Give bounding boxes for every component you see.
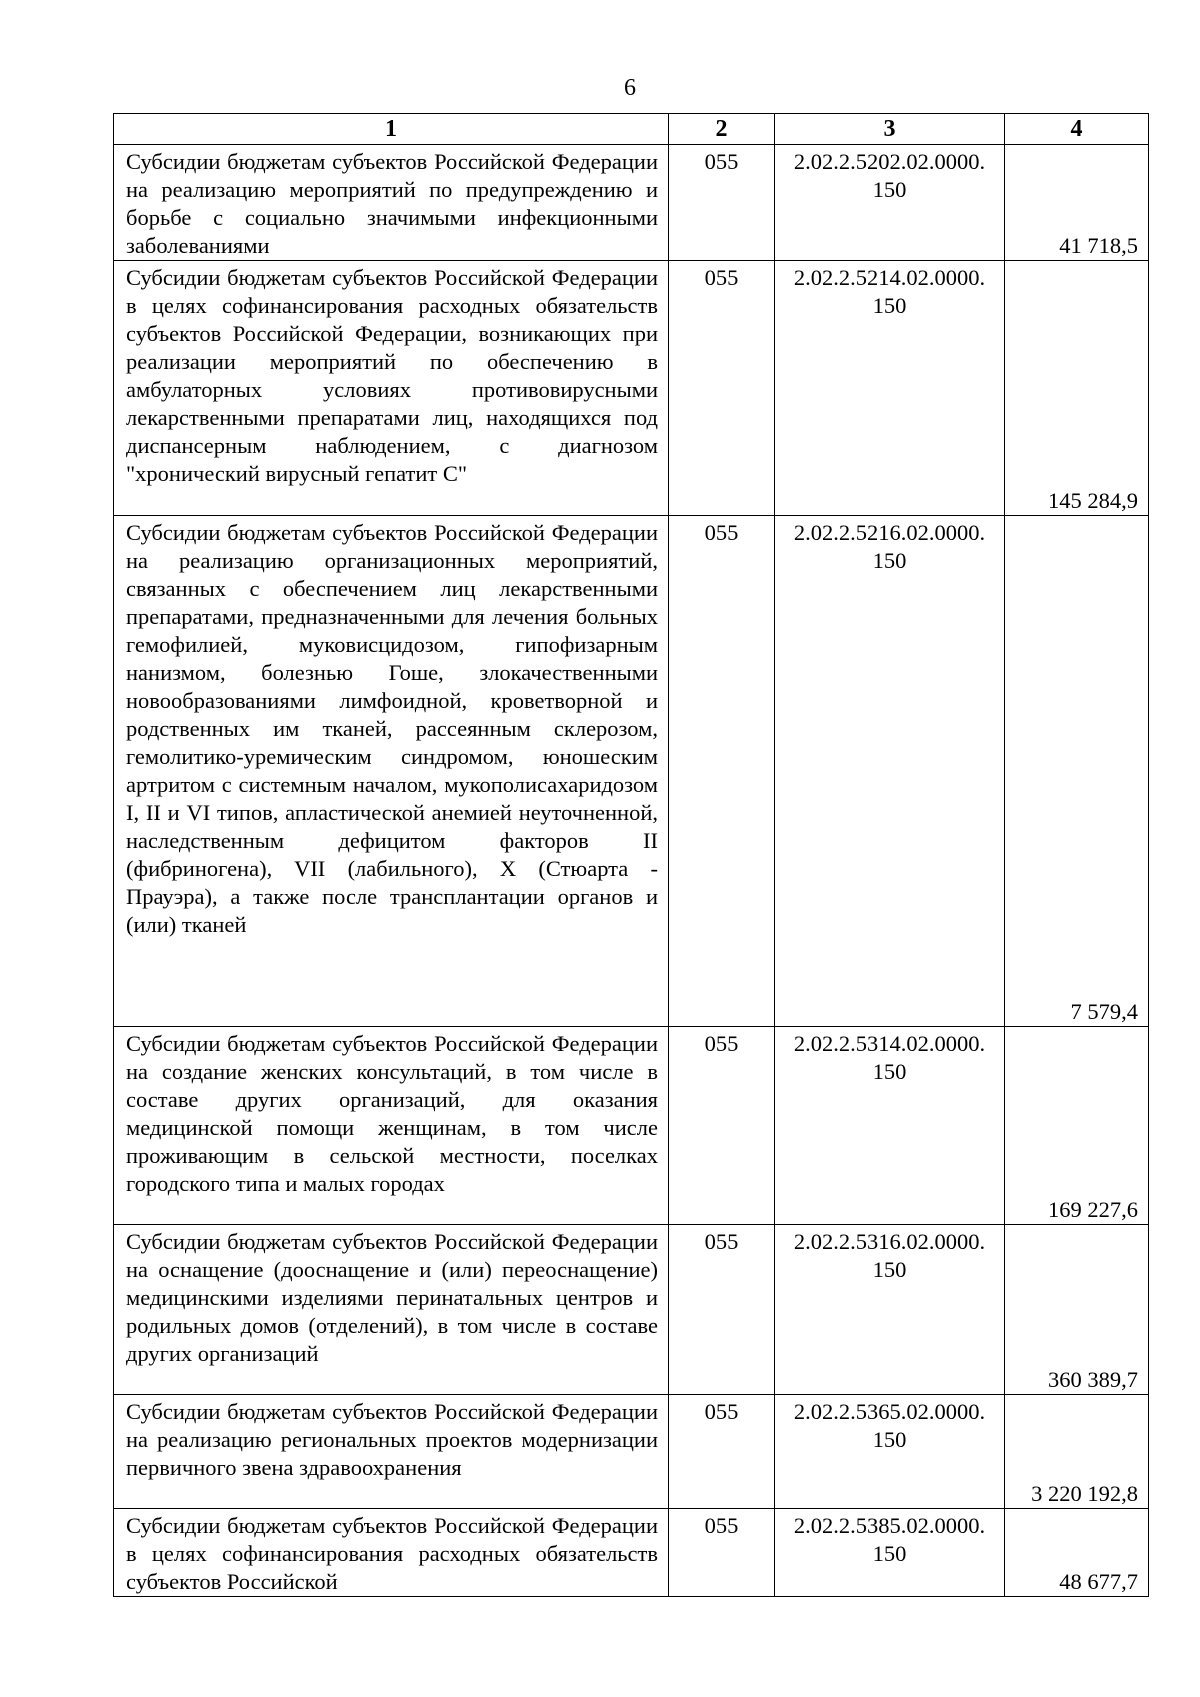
page-number: 6 <box>624 75 636 101</box>
column-header-3: 3 <box>775 114 1005 145</box>
amount: 169 227,6 <box>1005 1027 1149 1225</box>
admin-code: 055 <box>669 516 775 1027</box>
kbk-line-1: 2.02.2.5202.02.0000. <box>793 149 986 174</box>
column-header-2: 2 <box>669 114 775 145</box>
amount: 145 284,9 <box>1005 261 1149 516</box>
kbk-line-1: 2.02.2.5365.02.0000. <box>793 1399 986 1424</box>
amount: 48 677,7 <box>1005 1509 1149 1597</box>
admin-code: 055 <box>669 261 775 516</box>
budget-classification-code <box>775 261 1005 516</box>
kbk-line-2: 150 <box>872 1257 907 1282</box>
admin-code: 055 <box>669 1027 775 1225</box>
budget-classification-code <box>775 1027 1005 1225</box>
amount: 3 220 192,8 <box>1005 1395 1149 1509</box>
admin-code: 055 <box>669 1395 775 1509</box>
column-header-4: 4 <box>1005 114 1149 145</box>
subsidy-name: Субсидии бюджетам субъектов Российской Федерации на реализацию региональных проектов модернизации первичного звена здравоохранения <box>114 1395 669 1509</box>
table-row <box>114 516 1149 1027</box>
admin-code: 055 <box>669 145 775 261</box>
subsidy-name: Субсидии бюджетам субъектов Российской Федерации в целях софинансирования расходных обязательств субъектов Российской Федерации, возникающих при реализации мероприятий по обеспечению в амбулаторных условиях противовирусными лекарственными препаратами лиц, находящихся под диспансерным наблюдением, с диагнозом "хронический вирусный гепатит С" <box>114 261 669 516</box>
admin-code: 055 <box>669 1225 775 1395</box>
kbk-line-2: 150 <box>872 548 907 573</box>
subsidy-name: Субсидии бюджетам субъектов Российской Федерации на создание женских консультаций, в том числе в составе других организаций, для оказания медицинской помощи женщинам, в том числе проживающим в сельской местности, поселках городского типа и малых городах <box>114 1027 669 1225</box>
subsidy-name: Субсидии бюджетам субъектов Российской Федерации на реализацию организационных мероприятий, связанных с обеспечением лиц лекарственными препаратами, предназначенными для лечения больных гемофилией, муковисцидозом, гипофизарным нанизмом, болезнью Гоше, злокачественными новообразованиями лимфоидной, кроветворной и родственных им тканей, рассеянным склерозом, гемолитико-уремическим синдромом, юношеским артритом с системным началом, мукополисахаридозом I, II и VI типов, апластической анемией неуточненной, наследственным дефицитом факторов II (фибриногена), VII (лабильного), X (Стюарта - Прауэра), а также после трансплантации органов и (или) тканей <box>114 516 669 1027</box>
kbk-line-2: 150 <box>872 177 907 202</box>
kbk-line-2: 150 <box>872 1059 907 1084</box>
budget-classification-code <box>775 516 1005 1027</box>
kbk-line-1: 2.02.2.5214.02.0000. <box>793 265 986 290</box>
table-header-row <box>114 114 1149 145</box>
table-row <box>114 145 1149 261</box>
budget-classification-code <box>775 145 1005 261</box>
amount: 7 579,4 <box>1005 516 1149 1027</box>
budget-classification-code <box>775 1395 1005 1509</box>
subsidy-name: Субсидии бюджетам субъектов Российской Федерации на реализацию мероприятий по предупреждению и борьбе с социально значимыми инфекционными заболеваниями <box>114 145 669 261</box>
budget-classification-code <box>775 1509 1005 1597</box>
kbk-line-2: 150 <box>872 1427 907 1452</box>
kbk-line-2: 150 <box>872 293 907 318</box>
amount: 41 718,5 <box>1005 145 1149 261</box>
kbk-line-1: 2.02.2.5314.02.0000. <box>793 1031 986 1056</box>
table-row <box>114 1225 1149 1395</box>
table-row <box>114 261 1149 516</box>
table-row <box>114 1395 1149 1509</box>
kbk-line-1: 2.02.2.5316.02.0000. <box>793 1229 986 1254</box>
subsidy-name: Субсидии бюджетам субъектов Российской Федерации в целях софинансирования расходных обязательств субъектов Российской <box>114 1509 669 1597</box>
admin-code: 055 <box>669 1509 775 1597</box>
column-header-1: 1 <box>114 114 669 145</box>
kbk-line-1: 2.02.2.5385.02.0000. <box>793 1513 986 1538</box>
table-row <box>114 1027 1149 1225</box>
budget-table <box>113 113 1149 1597</box>
budget-classification-code <box>775 1225 1005 1395</box>
kbk-line-2: 150 <box>872 1541 907 1566</box>
amount: 360 389,7 <box>1005 1225 1149 1395</box>
kbk-line-1: 2.02.2.5216.02.0000. <box>793 520 986 545</box>
table-row <box>114 1509 1149 1597</box>
subsidy-name: Субсидии бюджетам субъектов Российской Федерации на оснащение (дооснащение и (или) переоснащение) медицинскими изделиями перинатальных центров и родильных домов (отделений), в том числе в составе других организаций <box>114 1225 669 1395</box>
